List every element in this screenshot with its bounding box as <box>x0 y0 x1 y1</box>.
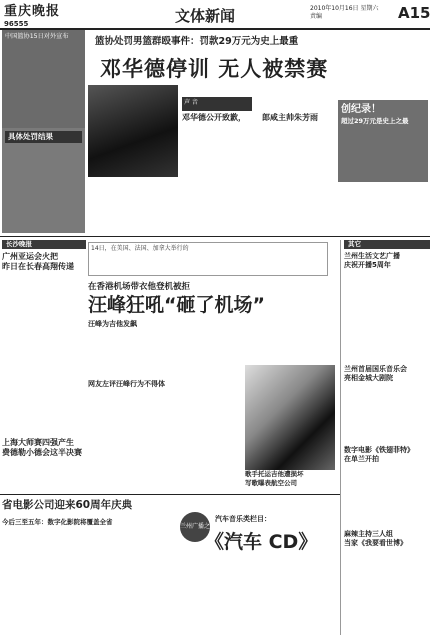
right-headline-4b: 当家《我要看世博》 <box>344 539 407 547</box>
cd-title: 《汽车 CD》 <box>205 531 318 553</box>
lead-intro-text: 中国篮协15日对外宣布 <box>5 33 69 40</box>
tennis-headline: 上海大师赛四强产生 <box>2 438 74 447</box>
sidebar-box <box>2 128 85 233</box>
film-banner-sub: 今后三至五年：数字化影院将覆盖全省 <box>2 518 113 526</box>
hotline-number: 96555 <box>4 20 29 28</box>
sidebar-title: 具体处罚结果 <box>5 131 82 143</box>
record-badge <box>338 100 428 182</box>
voice-label: 声 音 <box>182 97 252 111</box>
photo-caption-2: 写歌曝表航空公司 <box>245 479 297 487</box>
coach-photo <box>88 85 178 177</box>
right-headline-2b: 亮相金城大剧院 <box>344 374 393 382</box>
photo-caption: 歌手托运吉他遭损坏 <box>245 470 304 478</box>
bottom-rule <box>0 494 340 495</box>
right-headline-3: 数字电影《铁翅菲特》 <box>344 446 414 454</box>
masthead-logo: 重庆晚报 <box>4 4 61 19</box>
film-banner: 省电影公司迎来60周年庆典 <box>2 499 133 511</box>
netizen-head: 网友左评汪峰行为不得体 <box>88 380 165 388</box>
section-rule <box>0 236 430 237</box>
lead-subheadline: 篮协处罚男篮群殴事件：罚款29万元为史上最重 <box>95 36 299 47</box>
lead-headline: 邓华德停训 无人被禁赛 <box>100 57 329 81</box>
col-a-subhead: 邓华德公开致歉， <box>182 113 246 122</box>
editor-label: 责编 <box>310 13 323 20</box>
section-title: 文体新闻 <box>175 7 236 25</box>
badge-subtitle: 超过29万元是史上之最 <box>341 116 409 125</box>
note-box <box>88 242 328 276</box>
right-headline-1: 兰州生活文艺广播 <box>344 252 400 260</box>
right-divider <box>340 240 341 635</box>
tennis-subheadline: 费德勒小德会这半决赛 <box>2 448 82 457</box>
right-headline-2: 兰州首届国乐音乐会 <box>344 365 407 373</box>
wang-subhead: 汪峰为吉他发飙 <box>88 320 137 328</box>
torch-subheadline: 昨日在长春高翔传递 <box>2 262 74 271</box>
left-section-bar: 长沙晚报 <box>2 240 86 249</box>
lead-intro-box <box>2 30 85 128</box>
singer-photo <box>245 365 335 470</box>
col-b-subhead: 郎咸主帅朱芳雨 <box>262 113 318 122</box>
right-headline-3b: 在单兰开拍 <box>344 455 379 463</box>
wang-headline: 汪峰狂吼“砸了机场” <box>88 294 265 316</box>
torch-headline: 广州亚运会火把 <box>2 252 58 261</box>
wang-prehead: 在香港机场带衣他登机被拒 <box>88 282 191 292</box>
badge-title: 创纪录！ <box>341 104 381 115</box>
radio-circle-badge: 兰州广播之声 <box>180 512 210 542</box>
right-section-bar: 其它 <box>344 240 430 249</box>
right-headline-1b: 庆祝开播5周年 <box>344 261 391 269</box>
note-text: 14日，在美国、法国、加拿大举行的 <box>91 245 189 252</box>
right-headline-4: 麻辣主持三人组 <box>344 530 393 538</box>
cd-prehead: 汽车音乐类栏目： <box>215 515 271 523</box>
issue-date: 2010年10月16日 星期六 <box>310 5 379 12</box>
page-number: A15 <box>398 4 430 22</box>
